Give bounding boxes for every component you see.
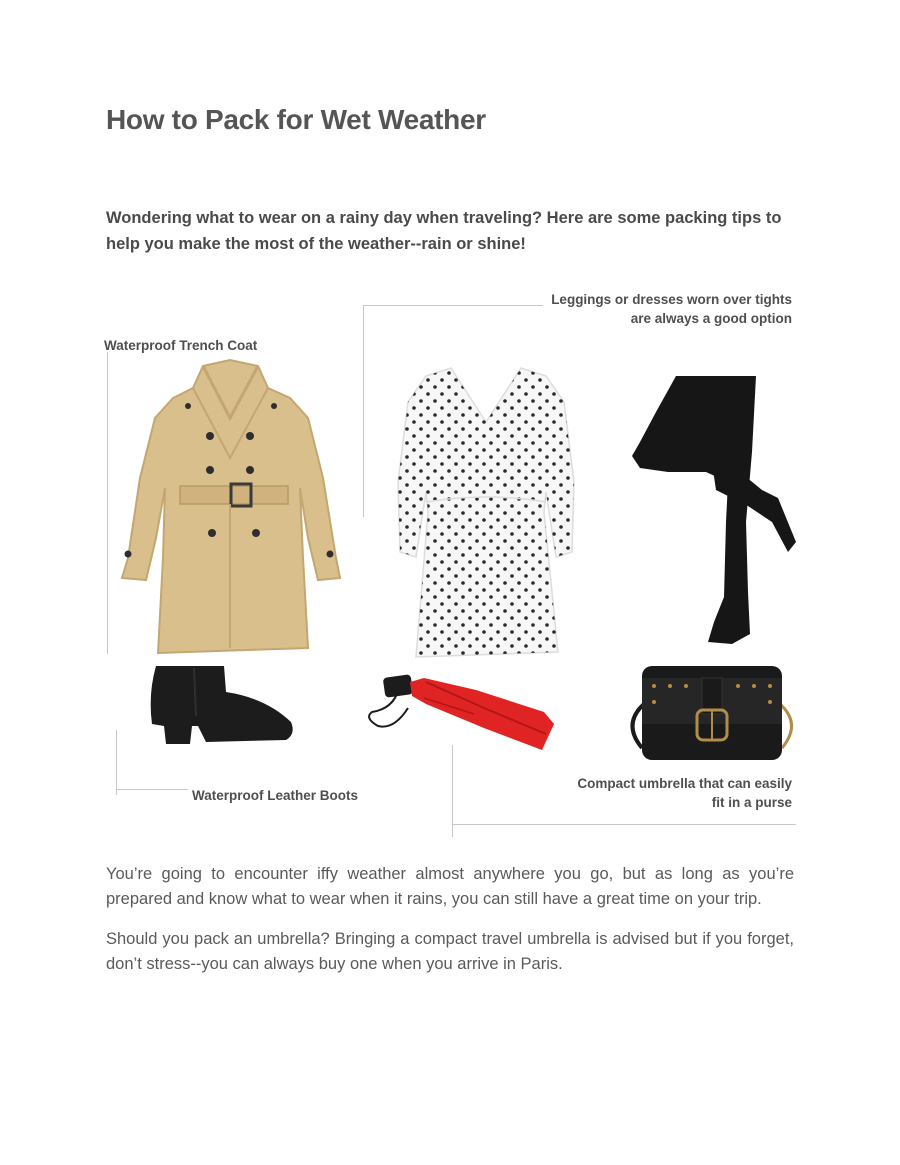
guide-line-boots-horizontal bbox=[116, 789, 188, 790]
polka-dot-dress-image bbox=[396, 362, 576, 662]
label-boots: Waterproof Leather Boots bbox=[192, 788, 359, 803]
label-umbrella-line2: fit in a purse bbox=[711, 795, 792, 810]
guide-line-boots-vertical bbox=[116, 730, 117, 795]
guide-line-coat bbox=[107, 352, 108, 654]
ankle-boot-image bbox=[146, 664, 301, 749]
label-umbrella-line1: Compact umbrella that can easily bbox=[577, 776, 792, 791]
guide-line-leggings-vertical bbox=[363, 305, 364, 517]
black-tights-image bbox=[628, 372, 803, 652]
black-purse-image bbox=[622, 664, 802, 764]
label-leggings-line1: Leggings or dresses worn over tights bbox=[551, 292, 792, 307]
guide-line-umbrella-horizontal bbox=[452, 824, 796, 825]
page-title: How to Pack for Wet Weather bbox=[106, 104, 486, 135]
trench-coat-image bbox=[118, 358, 343, 658]
red-umbrella-image bbox=[364, 668, 559, 758]
lead-paragraph: Wondering what to wear on a rainy day when traveling? Here are some packing tips to help you make the most of the weather--rain or shine! bbox=[106, 209, 782, 253]
label-trench-coat: Waterproof Trench Coat bbox=[104, 338, 258, 353]
label-umbrella bbox=[470, 774, 792, 812]
label-leggings bbox=[470, 290, 792, 328]
label-leggings-line2: are always a good option bbox=[630, 311, 792, 326]
body-paragraph-2: Should you pack an umbrella? Bringing a compact travel umbrella is advised but if you forget, don’t stress--you can always buy one when you arrive in Paris. bbox=[106, 930, 794, 973]
body-paragraph-1: You’re going to encounter iffy weather almost anywhere you go, but as long as you’re prepared and know what to wear when it rains, you can still have a great time on your trip. bbox=[106, 865, 794, 908]
